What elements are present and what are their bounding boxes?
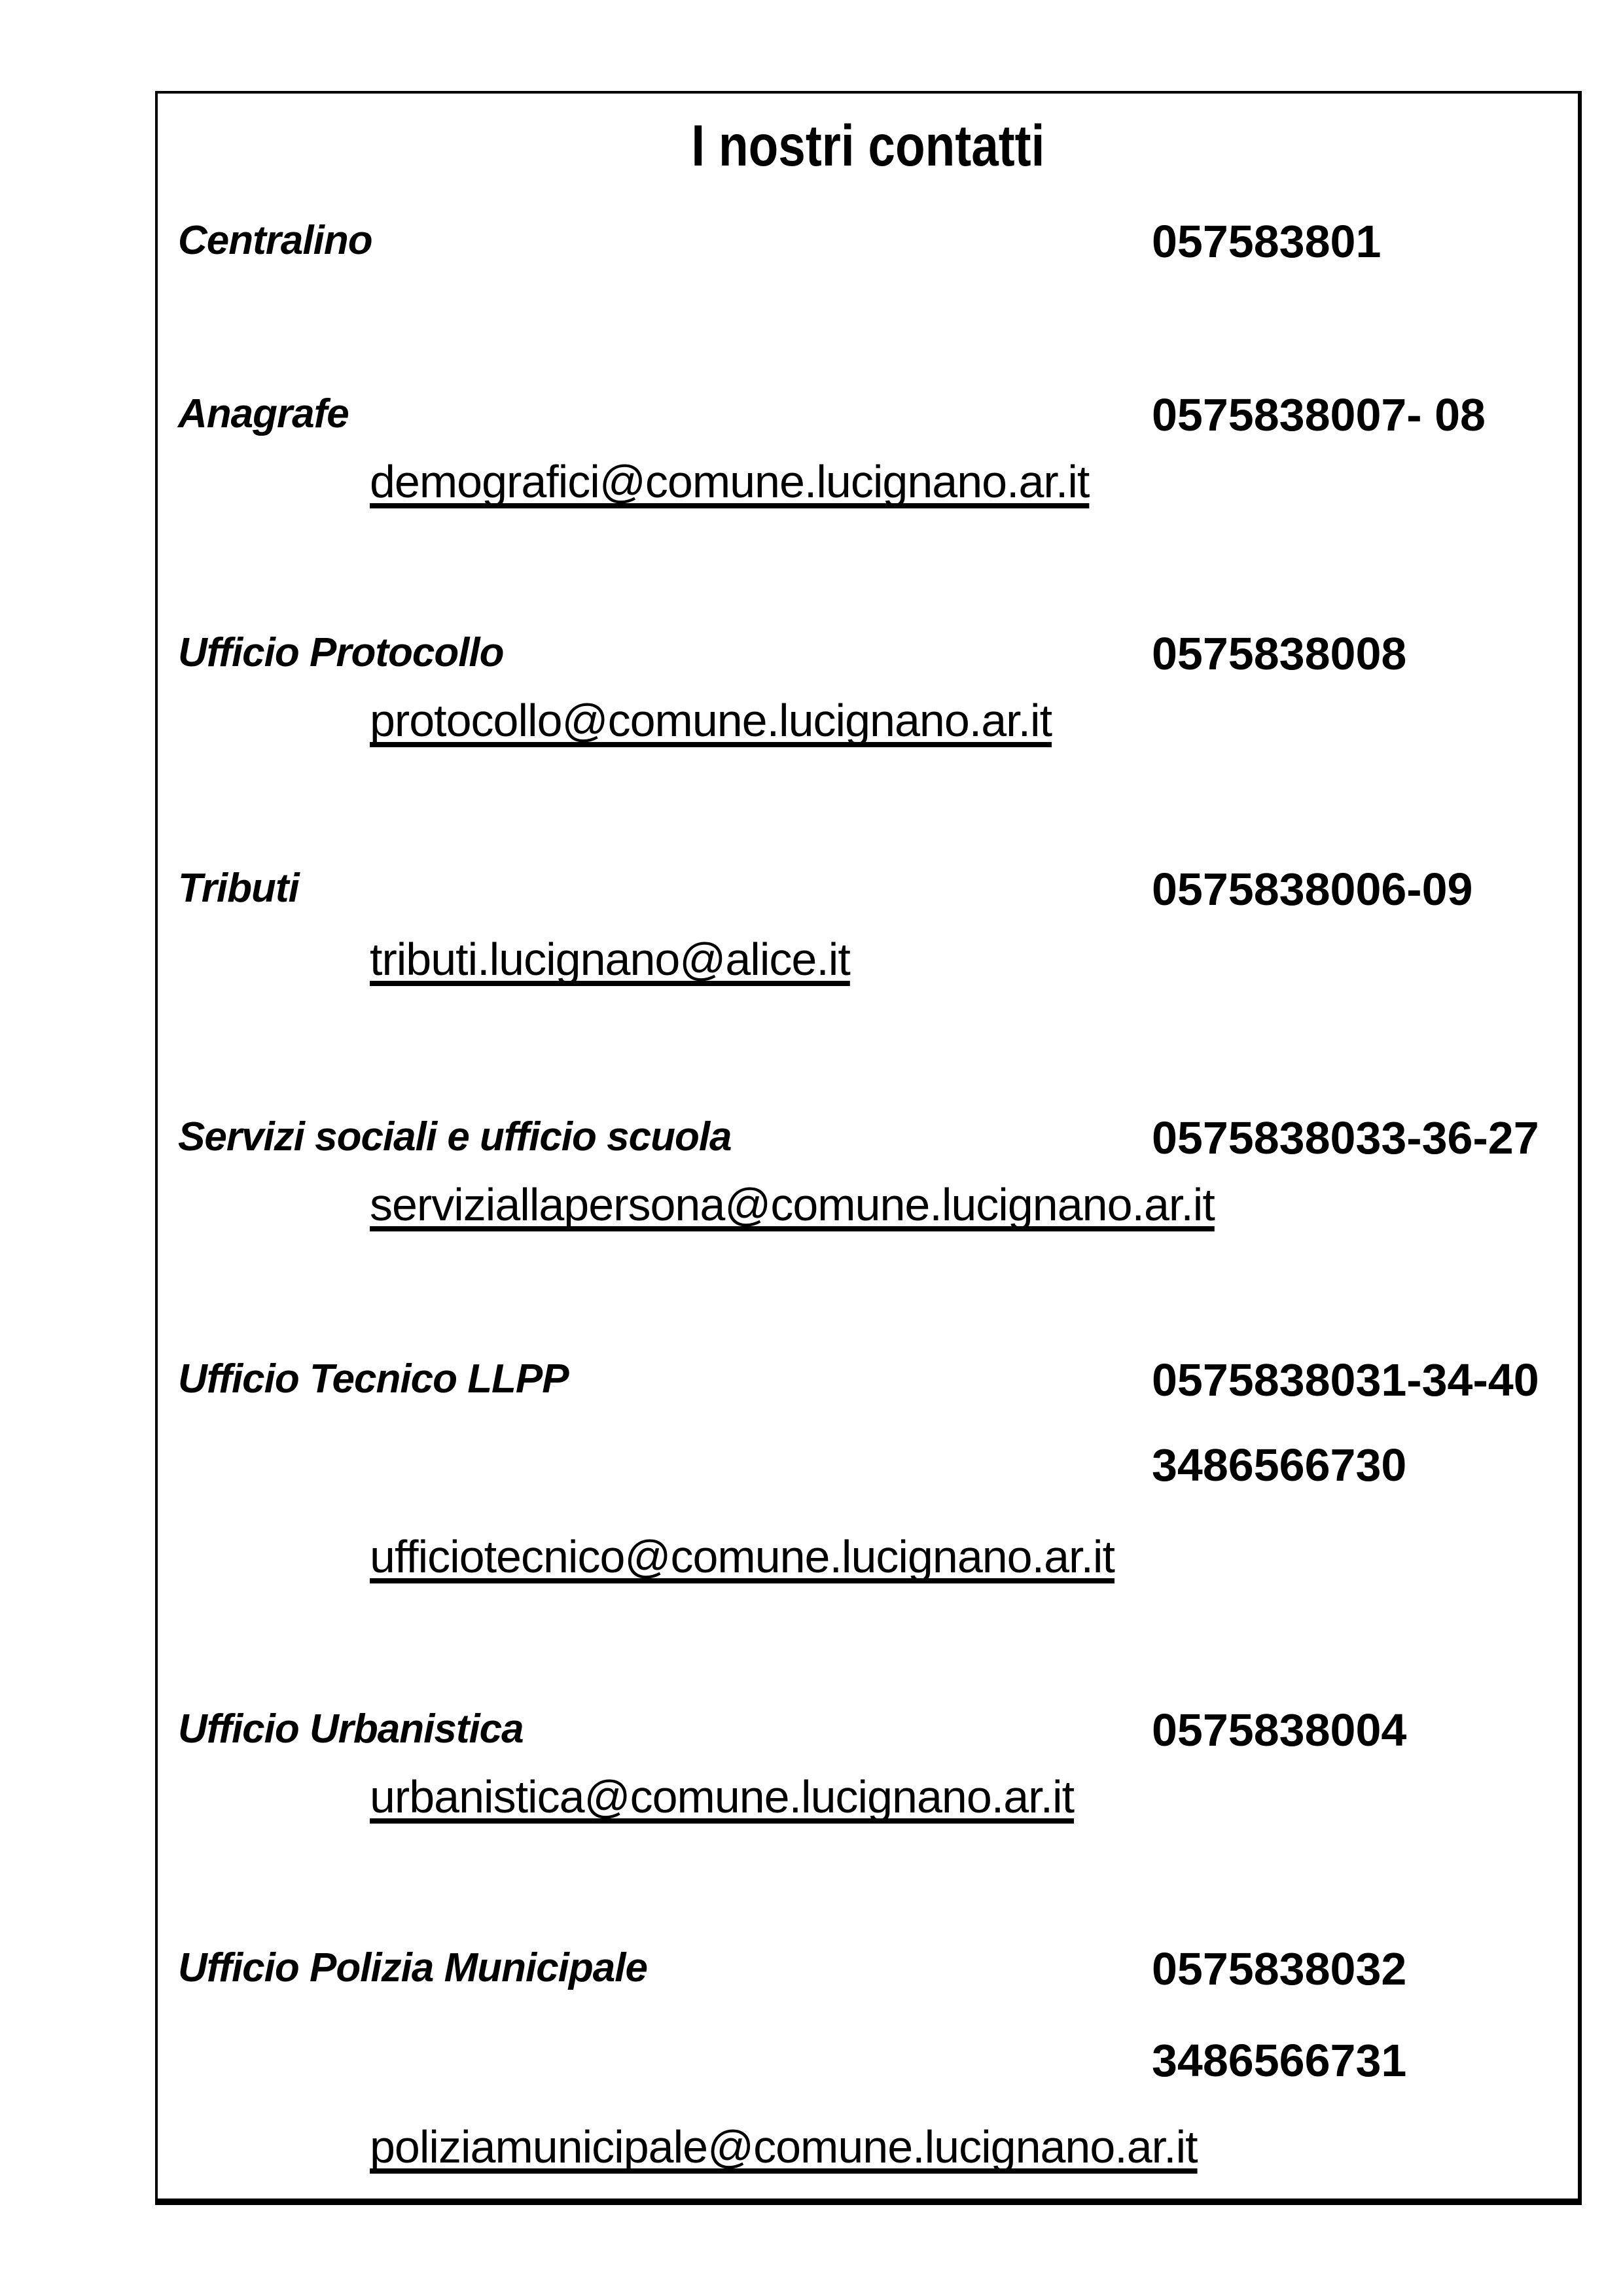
contact-phone: 057583801: [1152, 216, 1382, 267]
contact-email-row: [370, 1179, 1571, 1230]
contact-phone: 0575838006-09: [1152, 864, 1473, 915]
contact-label: Anagrafe: [178, 391, 349, 436]
contact-phone-mobile: 3486566730: [1152, 1439, 1407, 1491]
contact-row-protocollo: [178, 627, 1571, 679]
contact-phone: 0575838032: [1152, 1943, 1407, 1994]
contact-label: Ufficio Tecnico LLPP: [178, 1356, 569, 1402]
contact-email-row: [370, 695, 1571, 746]
contact-label: Servizi sociali e ufficio scuola: [178, 1114, 732, 1159]
email-link[interactable]: serviziallapersona@comune.lucignano.ar.it: [370, 1179, 1215, 1230]
contact-row-tributi: [178, 863, 1571, 915]
contact-row-anagrafe: [178, 389, 1571, 440]
contact-row-servizi-sociali: [178, 1112, 1571, 1163]
contact-phone: 0575838008: [1152, 628, 1407, 679]
contact-sheet: [155, 91, 1582, 2205]
contact-label: Ufficio Urbanistica: [178, 1706, 524, 1752]
contact-email-row: [370, 934, 1571, 985]
contact-row-ufficio-tecnico: [178, 1354, 1571, 1405]
contact-label: Ufficio Protocollo: [178, 630, 504, 675]
contact-label: Centralino: [178, 218, 372, 263]
contact-email-row: [370, 456, 1571, 507]
page-title: [158, 113, 1578, 178]
contact-label: Ufficio Polizia Municipale: [178, 1945, 647, 1990]
contact-phone-mobile: 3486566731: [1152, 2035, 1407, 2086]
page-title-text: I nostri contatti: [691, 113, 1044, 178]
email-link[interactable]: poliziamunicipale@comune.lucignano.ar.it: [370, 2121, 1198, 2172]
contact-row-urbanistica: [178, 1704, 1571, 1756]
contact-email-row: [370, 1531, 1571, 1582]
email-link[interactable]: demografici@comune.lucignano.ar.it: [370, 456, 1090, 507]
email-link[interactable]: urbanistica@comune.lucignano.ar.it: [370, 1771, 1075, 1822]
contact-label: Tributi: [178, 866, 299, 911]
contact-email-row: [370, 1771, 1571, 1822]
contact-phone: 0575838033-36-27: [1152, 1112, 1539, 1163]
contact-phone: 0575838031-34-40: [1152, 1354, 1539, 1405]
email-link[interactable]: ufficiotecnico@comune.lucignano.ar.it: [370, 1531, 1115, 1582]
contact-phone: 0575838007- 08: [1152, 389, 1486, 440]
contact-row-polizia-municipale: [178, 1943, 1571, 1994]
contact-row-centralino: [178, 215, 1571, 267]
contact-phone: 0575838004: [1152, 1704, 1407, 1756]
contact-email-row: [370, 2121, 1571, 2172]
email-link[interactable]: tributi.lucignano@alice.it: [370, 934, 850, 985]
email-link[interactable]: protocollo@comune.lucignano.ar.it: [370, 695, 1052, 746]
